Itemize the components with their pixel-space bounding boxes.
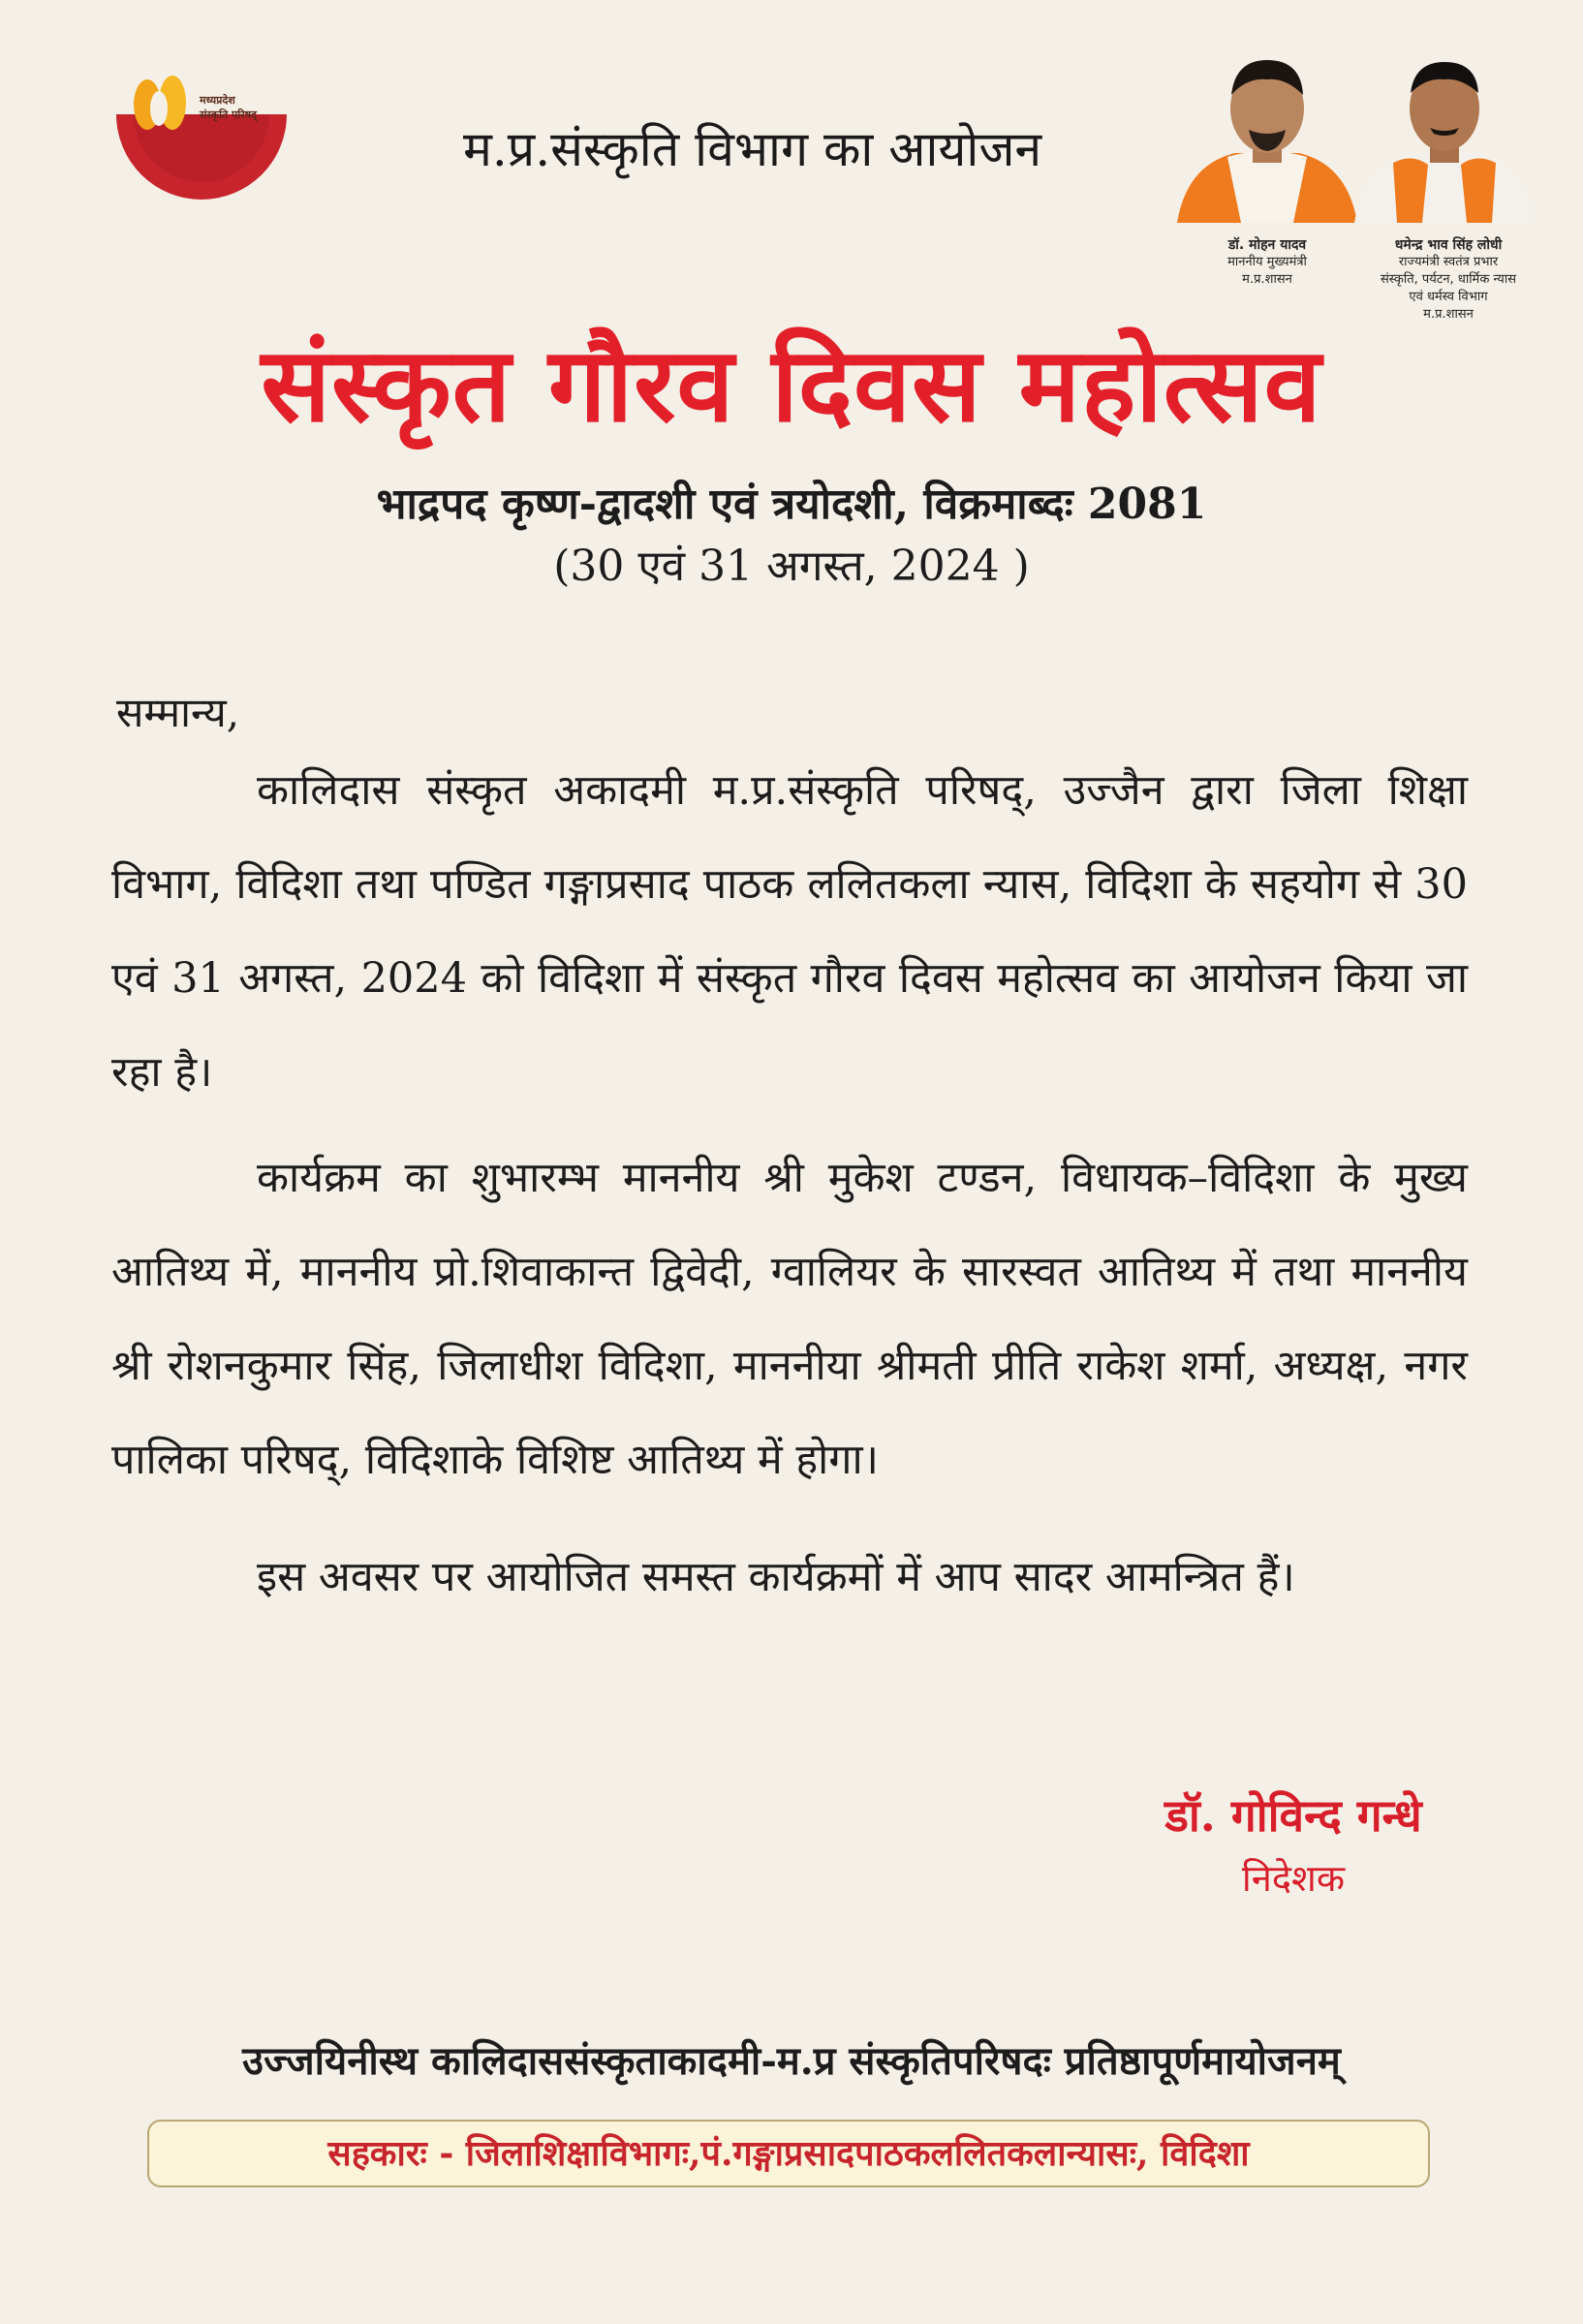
signatory-title: निदेशक — [1241, 1857, 1346, 1900]
dignitary-photo-minister — [1354, 48, 1535, 223]
letter-paragraph-1: कालिदास संस्कृत अकादमी म.प्र.संस्कृति परिषद्, उज्जैन द्वारा जिला शिक्षा विभाग, विदिशा तथा पण्डित गङ्गाप्रसाद पाठक ललितकला न्यास, विदिशा के सहयोग से 30 एवं 31 अगस्त, 2024 को विदिशा में संस्कृत गौरव दिवस महोत्सव का आयोजन किया जा रहा है। — [111, 766, 1468, 1097]
footer-organizer-line: उज्जयिनीस्थ कालिदाससंस्कृताकादमी-म.प्र संस्कृतिपरिषदः प्रतिष्ठापूर्णमायोजनम् — [242, 2038, 1341, 2084]
organizer-heading: म.प्र.संस्कृति विभाग का आयोजन — [463, 121, 1042, 177]
signatory-name: डॉ. गोविन्द गन्धे — [1164, 1789, 1422, 1842]
dignitary-caption-chief-minister: डॉ. मोहन यादव माननीय मुख्यमंत्री म.प्र.शासन — [1227, 237, 1307, 287]
logo-text: मध्यप्रदेश संस्कृति परिषद् — [200, 94, 257, 121]
salutation: सम्मान्य, — [116, 689, 240, 736]
festival-date: (30 एवं 31 अगस्त, 2024 ) — [553, 542, 1030, 591]
festival-title: संस्कृत गौरव दिवस महोत्सव — [261, 324, 1322, 445]
festival-subtitle: भाद्रपद कृष्ण-द्वादशी एवं त्रयोदशी, विक्रमाब्दः 2081 — [376, 480, 1207, 529]
letter-paragraph-3: इस अवसर पर आयोजित समस्त कार्यक्रमों में आप सादर आमन्त्रित हैं। — [257, 1553, 1295, 1601]
letter-paragraph-2: कार्यक्रम का शुभारम्भ माननीय श्री मुकेश टण्डन, विधायक–विदिशा के मुख्य आतिथ्य में, माननीय प्रो.शिवाकान्त द्विवेदी, ग्वालियर के सारस्वत आतिथ्य में तथा माननीय श्री रोशनकुमार सिंह, जिलाधीश विदिशा, माननीया श्रीमती प्रीति राकेश शर्मा, अध्यक्ष, नगर पालिका परिषद्, विदिशाके विशिष्ट आतिथ्य में होगा। — [111, 1154, 1468, 1484]
dignitary-caption-minister: धमेन्द्र भाव सिंह लोधी राज्यमंत्री स्वतंत्र प्रभार संस्कृति, पर्यटन, धार्मिक न्यास एवं धर्मस्व विभाग म.प्र.शासन — [1381, 237, 1516, 322]
dignitary-photo-chief-minister — [1177, 48, 1357, 223]
partners-banner: सहकारः - जिलाशिक्षाविभागः,पं.गङ्गाप्रसादपाठकललितकलान्यासः, विदिशा — [147, 2120, 1430, 2187]
